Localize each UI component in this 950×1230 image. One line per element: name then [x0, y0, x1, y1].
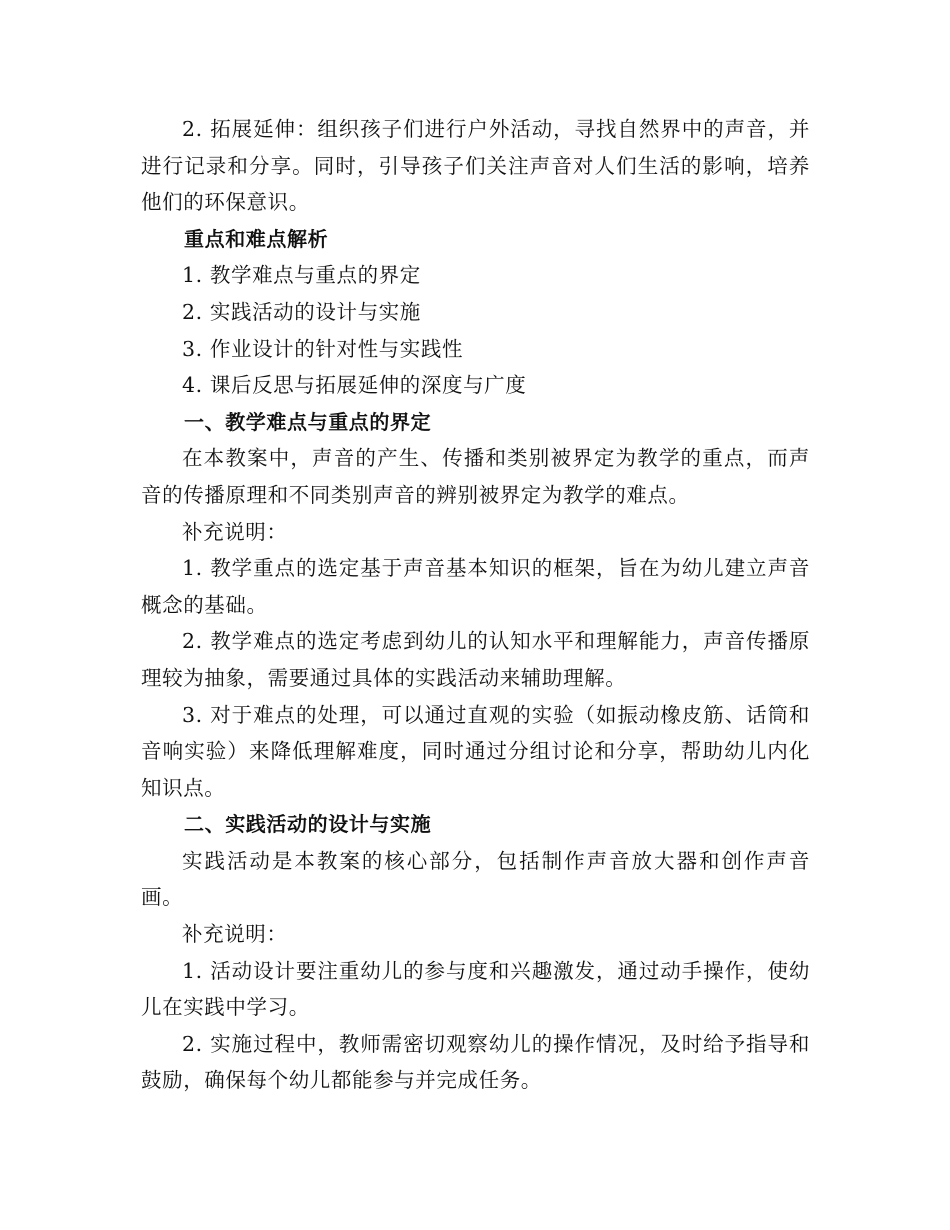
- list-item: 3. 作业设计的针对性与实践性: [182, 336, 464, 361]
- list-item: 1. 教学难点与重点的界定: [182, 263, 421, 288]
- body-paragraph: 补充说明：: [182, 922, 288, 947]
- list-item: 4. 课后反思与拓展延伸的深度与广度: [182, 373, 527, 398]
- section-heading: 二、实践活动的设计与实施: [184, 812, 432, 837]
- body-paragraph: 1. 活动设计要注重幼儿的参与度和兴趣激发，通过动手操作，使幼儿在实践中学习。: [141, 958, 810, 1020]
- body-paragraph: 2. 拓展延伸：组织孩子们进行户外活动，寻找自然界中的声音，并进行记录和分享。同时，引导孩子们关注声音对人们生活的影响，培养他们的环保意识。: [141, 117, 810, 215]
- list-item: 2. 实践活动的设计与实施: [182, 299, 421, 324]
- body-paragraph: 2. 教学难点的选定考虑到幼儿的认知水平和理解能力，声音传播原理较为抽象，需要通过具体的实践活动来辅助理解。: [141, 629, 810, 690]
- section-heading: 重点和难点解析: [184, 226, 329, 251]
- section-heading: 一、教学难点与重点的界定: [184, 409, 432, 434]
- body-paragraph: 在本教案中，声音的产生、传播和类别被界定为教学的重点，而声音的传播原理和不同类别声音的辨别被界定为教学的难点。: [141, 446, 810, 507]
- body-paragraph: 实践活动是本教案的核心部分，包括制作声音放大器和创作声音画。: [141, 848, 810, 910]
- body-paragraph: 补充说明：: [182, 519, 288, 544]
- body-paragraph: 2. 实施过程中，教师需密切观察幼儿的操作情况，及时给予指导和鼓励，确保每个幼儿都能参与并完成任务。: [141, 1031, 810, 1093]
- body-paragraph: 1. 教学重点的选定基于声音基本知识的框架，旨在为幼儿建立声音概念的基础。: [141, 556, 810, 617]
- body-paragraph: 3. 对于难点的处理，可以通过直观的实验（如振动橡皮筋、话筒和音响实验）来降低理解难度，同时通过分组讨论和分享，帮助幼儿内化知识点。: [141, 702, 810, 800]
